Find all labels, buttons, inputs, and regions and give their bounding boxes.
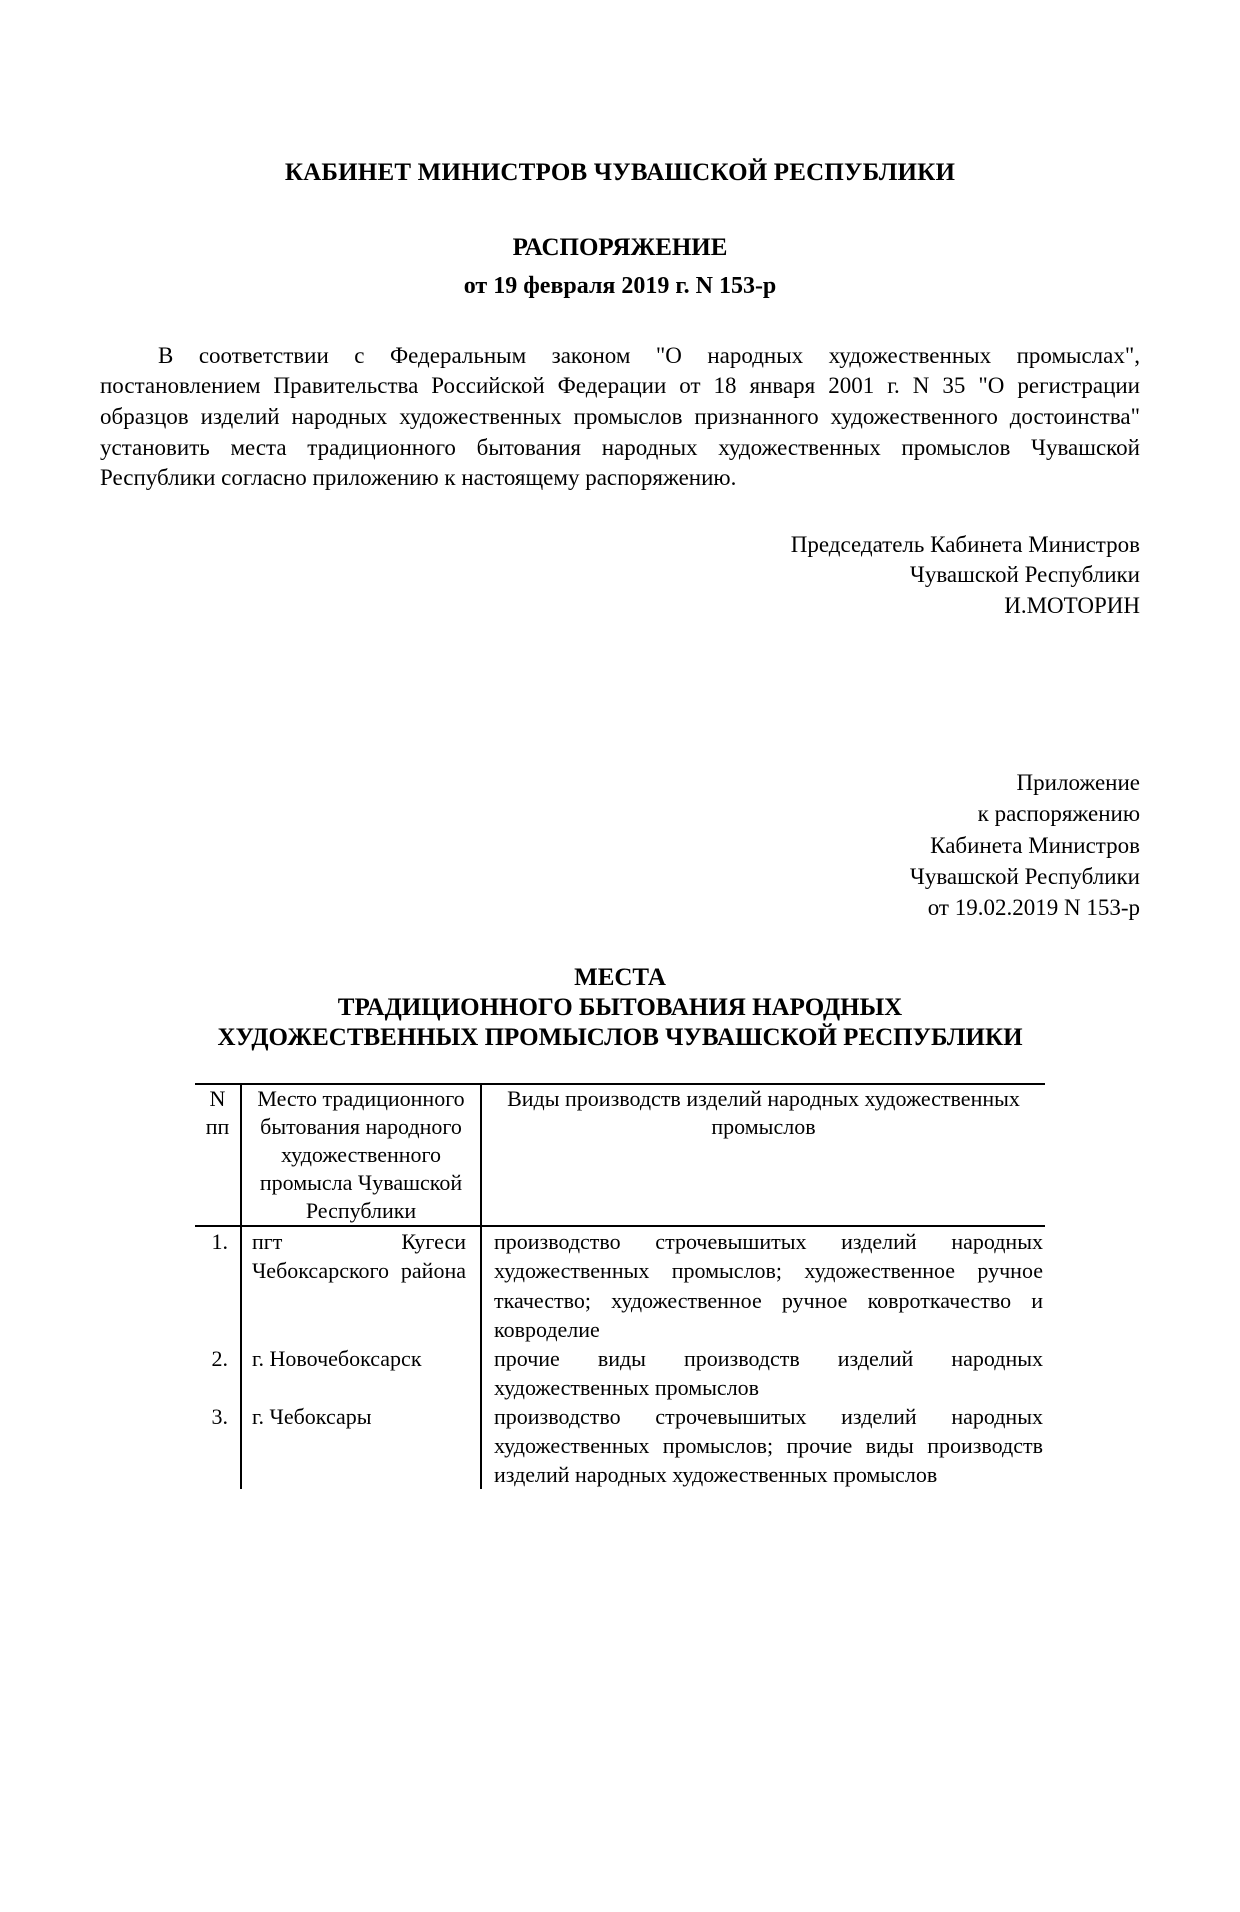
signature-block [100,530,1140,622]
column-header-kind: Виды производств изделий народных художественных промыслов [481,1084,1045,1227]
appendix-date-number: от 19.02.2019 N 153-р [927,894,1140,920]
document-page [0,158,1240,1912]
body-paragraph: В соответствии с Федеральным законом "О народных художественных промыслах", постановлением Правительства Российской Федерации от 18 января 2001 г. N 35 "О регистрации образцов изделий народных художественных промыслов признанного художественного достоинства" установить места традиционного бытования народных художественных промыслов Чувашской Республики согласно приложению к настоящему распоряжению. [100,342,1140,491]
row-place: г. Новочебоксарск [252,1345,422,1371]
appendix-to-decree: к распоряжению [977,801,1140,827]
row-number: 1. [211,1229,228,1255]
document-date-number: от 19 февраля 2019 г. N 153-р [463,273,777,299]
column-header-number-line1: N [209,1085,226,1111]
table-header-row [195,1084,1045,1227]
row-place: пгт Кугеси Чебоксарского района [252,1229,466,1284]
annex-title [100,963,1140,1053]
column-header-place: Место традиционного бытования народного художественного промысла Чувашской Республики [241,1084,481,1227]
row-kind: производство строчевышитых изделий народных художественных промыслов; прочие виды производств изделий народных художественных промыслов [494,1403,1043,1487]
table-row [195,1344,1045,1402]
signature-position-line1: Председатель Кабинета Министров [790,531,1140,557]
appendix-republic: Чувашской Республики [909,863,1140,889]
table-row [195,1402,1045,1489]
column-header-number-line2: пп [205,1113,230,1139]
organization-title: КАБИНЕТ МИНИСТРОВ ЧУВАШСКОЙ РЕСПУБЛИКИ [284,159,956,186]
column-header-number [195,1084,241,1227]
places-table [195,1083,1045,1489]
annex-title-line3: ХУДОЖЕСТВЕННЫХ ПРОМЫСЛОВ ЧУВАШСКОЙ РЕСПУБЛИКИ [217,1023,1023,1051]
annex-title-line1: МЕСТА [574,963,666,991]
table-body [195,1226,1045,1488]
signature-name: И.МОТОРИН [1004,592,1140,618]
annex-title-line2: ТРАДИЦИОННОГО БЫТОВАНИЯ НАРОДНЫХ [337,993,903,1021]
row-place: г. Чебоксары [252,1403,372,1429]
appendix-reference-block [100,767,1140,922]
row-number: 2. [211,1345,228,1371]
document-type-heading: РАСПОРЯЖЕНИЕ [512,234,728,261]
row-kind: прочие виды производств изделий народных художественных промыслов [494,1345,1043,1400]
appendix-label: Приложение [1016,770,1140,796]
row-number: 3. [211,1403,228,1429]
row-kind: производство строчевышитых изделий народных художественных промыслов; художественное ручное ткачество; художественное ручное ковроткачество и ковроделие [494,1229,1043,1342]
table-row [195,1226,1045,1343]
appendix-cabinet: Кабинета Министров [930,832,1140,858]
signature-position-line2: Чувашской Республики [909,562,1140,588]
